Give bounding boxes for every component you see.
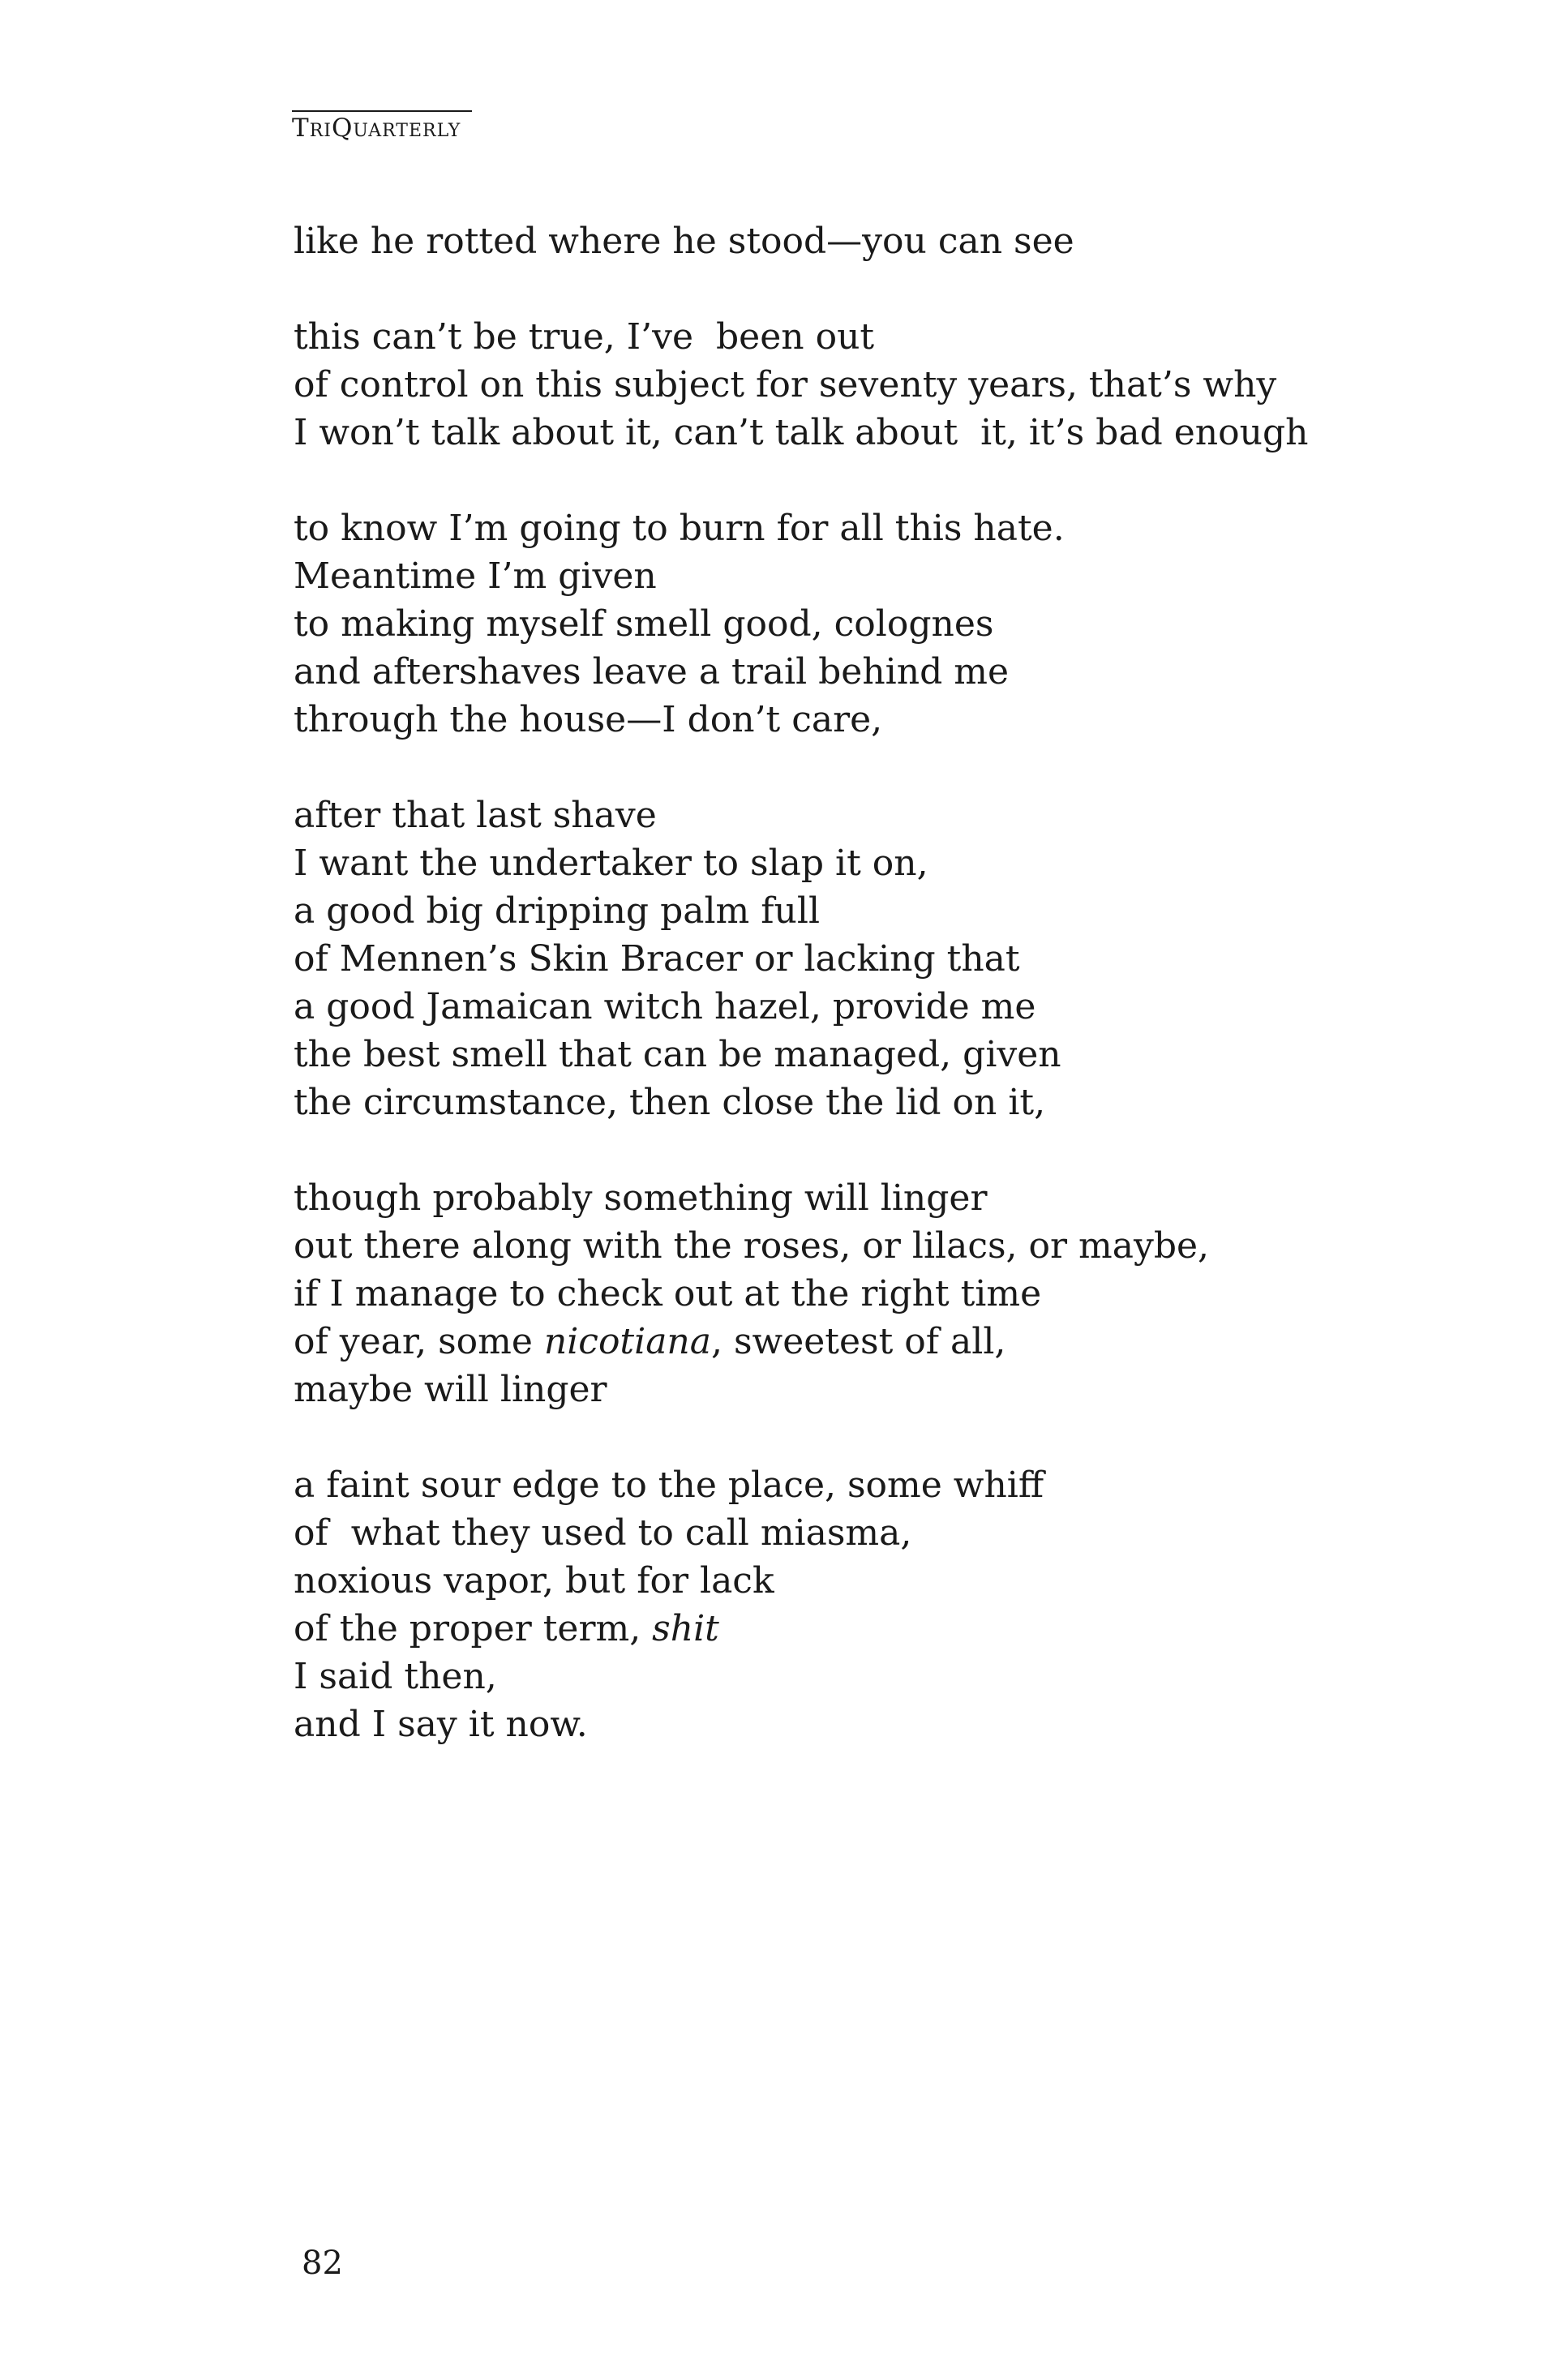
poem-line: if I manage to check out at the right time xyxy=(294,1273,1042,1314)
running-head xyxy=(292,114,461,143)
poem-line: out there along with the roses, or lilacs, or maybe, xyxy=(294,1225,1210,1267)
line-segment: , sweetest of all, xyxy=(711,1321,1006,1362)
poem-line: this can’t be true, I’ve been out xyxy=(294,316,875,358)
poem-line: of Mennen’s Skin Bracer or lacking that xyxy=(294,938,1020,980)
poem-line: maybe will linger xyxy=(294,1369,607,1410)
stanza-break xyxy=(294,457,1429,504)
running-head-part: Q xyxy=(331,114,354,143)
poem-line: I want the undertaker to slap it on, xyxy=(294,843,928,884)
poem-line: after that last shave xyxy=(294,795,657,836)
poem-line-with-italic xyxy=(294,1605,1429,1653)
poem-line: I won’t talk about it, can’t talk about it, it’s bad enough xyxy=(294,412,1309,453)
italic-word: nicotiana xyxy=(543,1321,711,1362)
poem-body xyxy=(294,217,1429,1748)
poem-line: through the house—I don’t care, xyxy=(294,699,883,740)
page-number: 82 xyxy=(302,2245,343,2282)
poem-line: the circumstance, then close the lid on it, xyxy=(294,1082,1046,1123)
italic-word: shit xyxy=(652,1608,719,1649)
stanza-break xyxy=(294,1126,1429,1174)
poem-line: I said then, xyxy=(294,1656,497,1697)
running-head-rule xyxy=(292,110,472,112)
poem-line: the best smell that can be managed, given xyxy=(294,1034,1061,1075)
poem-line: Meantime I’m given xyxy=(294,555,657,597)
poem-line-with-italic xyxy=(294,1318,1429,1366)
stanza-break xyxy=(294,744,1429,791)
poem-line: like he rotted where he stood—you can see xyxy=(294,221,1074,262)
stanza-break xyxy=(294,265,1429,313)
line-segment: of the proper term, xyxy=(294,1608,653,1649)
line-segment: of year, some xyxy=(294,1321,544,1362)
stanza-break xyxy=(294,1413,1429,1461)
poem-line: a good big dripping palm full xyxy=(294,890,821,932)
poem-line: to know I’m going to burn for all this hate. xyxy=(294,508,1065,549)
poem-line: a good Jamaican witch hazel, provide me xyxy=(294,986,1036,1027)
poem-line: to making myself smell good, colognes xyxy=(294,603,994,645)
poem-line: and aftershaves leave a trail behind me xyxy=(294,651,1009,693)
poem-line: noxious vapor, but for lack xyxy=(294,1560,774,1602)
poem-line: a faint sour edge to the place, some whiff xyxy=(294,1464,1044,1506)
poem-line: though probably something will linger xyxy=(294,1177,988,1219)
running-head-part: UARTERLY xyxy=(353,121,461,141)
poem-line: of control on this subject for seventy years, that’s why xyxy=(294,364,1277,405)
poem-line: and I say it now. xyxy=(294,1704,588,1745)
running-head-part: RI xyxy=(309,121,332,141)
running-head-part: T xyxy=(292,114,310,143)
poem-line: of what they used to call miasma, xyxy=(294,1512,912,1554)
